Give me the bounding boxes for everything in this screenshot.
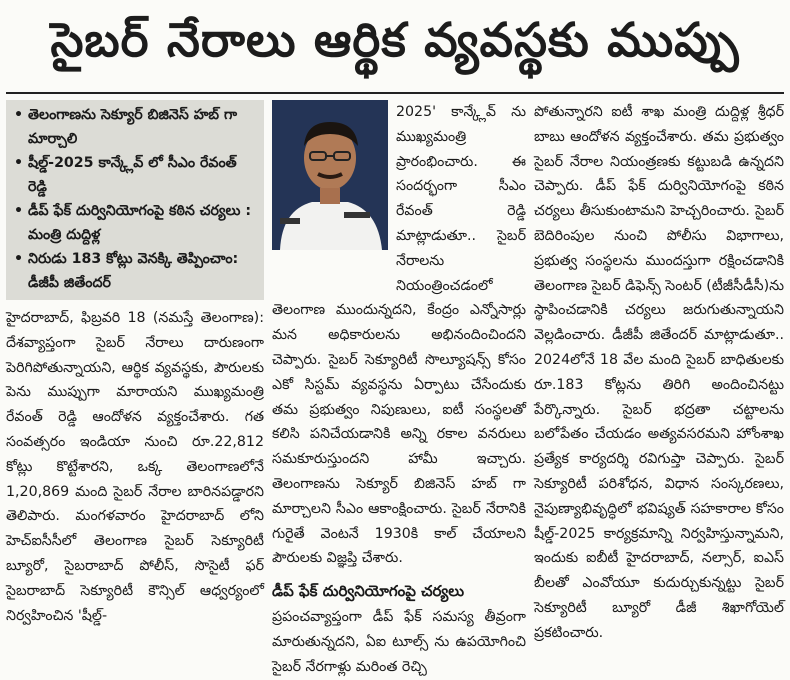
column-1: [6, 100, 264, 628]
headline-rule: [6, 92, 784, 94]
page-headline: సైబర్ నేరాలు ఆర్థిక వ్యవస్థకు ముప్పు: [50, 13, 740, 68]
article-body-col3: పోతున్నారని ఐటీ శాఖ మంత్రి దుద్దిళ్ల శ్రీధర్ బాబు ఆందోళన వ్యక్తంచేశారు. తమ ప్రభుత్వం సైబర్ నేరాల నియంత్రణకు కట్టుబడి ఉన్నదని చెప్పారు. డీప్ ఫేక్ దుర్వినియోగంపై కఠిన చర్యలు తీసుకుంటామని హెచ్చరించారు. సైబర్ బెదిరింపుల నుంచి పోలీసు విభాగాలు, ప్రభుత్వ సంస్థలను ముందస్తుగా రక్షించడానికి తెలంగాణ సైబర్ డిఫెన్స్ సెంటర్ (టీజీసీడీసీ)ను స్థాపించడానికి చర్యలు జరుగుతున్నాయని వెల్లడించారు. డీజీపీ జితేందర్ మాట్లాడుతూ.. 2024లోనే 18 వేల మంది సైబర్ బాధితులకు రూ.183 కోట్లను తిరిగి అందించినట్టు పేర్కొన్నారు. సైబర్ భద్రతా చట్టాలను బలోపేతం చేయడం అత్యవసరమని హోంశాఖ ప్రత్యేక కార్యదర్శి రవిగుప్తా చెప్పారు. సైబర్ సెక్యూరిటీ పరిశోధన, విధాన సంస్కరణలు, నైపుణ్యాభివృద్ధిలో భవిష్యత్ సహకారాల కోసం షీల్డ్-2025 కార్యక్రమాన్ని నిర్వహిస్తున్నామని, ఇందుకు ఐబీటీ హైదరాబాద్, నల్సార్, ఐఎస్ బీలతో ఎంవోయూ కుదుర్చుకున్నట్టు సైబర్ సెక్యూరిటీ బ్యూరో డీజీ శిఖాగోయెల్ ప్రకటించారు.: [534, 104, 784, 641]
bullet-icon: •: [14, 107, 24, 123]
article-body-col2-intro: 2025' కాన్క్లేవ్ ను ముఖ్యమంత్రి ప్రారంభించారు. ఈ సందర్భంగా సీఎం రేవంత్ రెడ్డి మాట్లాడుతూ.. సైబర్ నేరాలను నియంత్రించడంలో: [396, 104, 526, 294]
article-body-col1: హైదరాబాద్, ఫిబ్రవరి 18 (నమస్తే తెలంగాణ): దేశవ్యాప్తంగా సైబర్ నేరాలు దారుణంగా పెరిగిపోతున్నాయని, ఆర్థిక వ్యవస్థకు, పౌరులకు పెను ముప్పుగా మారాయని ముఖ్యమంత్రి రేవంత్ రెడ్డి ఆందోళన వ్యక్తంచేశారు. గత సంవత్సరం ఇండియా నుంచి రూ.22,812 కోట్లు కొట్టేశారని, ఒక్క తెలంగాణలోనే 1,20,869 మంది సైబర్ నేరాల బారినపడ్డారని తెలిపారు. మంగళవారం హైదరాబాద్ లోని హెచ్ఐసీసీలో తెలంగాణ సైబర్ సెక్యూరిటీ బ్యూరో, సైబరాబాద్ పోలీస్, సొసైటీ ఫర్ సైబరాబాద్ సెక్యూరిటీ కౌన్సిల్ ఆధ్వర్యంలో నిర్వహించిన 'షీల్డ్-: [6, 310, 264, 624]
highlights-box: [6, 100, 264, 300]
highlight-item: • తెలంగాణను సెక్యూర్ బిజినెస్ హబ్ గా మార్చాలి: [14, 103, 256, 151]
highlight-item: • షీల్డ్-2025 కాన్క్లేవ్ లో సీఎం రేవంత్ రెడ్డి: [14, 151, 256, 199]
highlight-item: • నిరుడు 183 కోట్లు వెనక్కి తెప్పించాం: డీజీపీ జితేందర్: [14, 247, 256, 295]
article-body-col2-section: ప్రపంచవ్యాప్తంగా డీప్ ఫేక్ సమస్య తీవ్రంగా మారుతున్నదని, ఏఐ టూల్స్ ను ఉపయోగించి సైబర్ నేరగాళ్లు మరింత రెచ్చి: [272, 609, 526, 675]
bullet-icon: •: [14, 155, 24, 171]
cm-photo: [272, 100, 388, 250]
bullet-icon: •: [14, 203, 24, 219]
column-3: [534, 100, 784, 646]
section-subhead: డీప్ ఫేక్ దుర్వినియోగంపై చర్యలు: [272, 582, 465, 601]
bullet-icon: •: [14, 251, 24, 267]
column-2: [272, 100, 526, 680]
highlight-item: • డీప్ ఫేక్ దుర్వినియోగంపై కఠిన చర్యలు : మంత్రి దుద్దిళ్ల: [14, 199, 256, 247]
article-body-col2: తెలంగాణ ముందున్నదని, కేంద్రం ఎన్నోసార్లు మన అధికారులను అభినందించిందని చెప్పారు. సైబర్ సెక్యూరిటీ సొల్యూషన్స్ కోసం ఎకో సిస్టమ్ వ్యవస్థను ఏర్పాటు చేసేందుకు తమ ప్రభుత్వం నిపుణులు, ఐటీ సంస్థలతో కలిసి పనిచేయడానికి అన్ని రకాల వనరులు సమకూరుస్తుందని హామీ ఇచ్చారు. తెలంగాణను సెక్యూర్ బిజినెస్ హబ్ గా మార్చాలని సీఎం ఆకాంక్షించారు. సైబర్ నేరానికి గురైతే వెంటనే 1930కి కాల్ చేయాలని పౌరులకు విజ్ఞప్తి చేశారు.: [272, 302, 526, 567]
